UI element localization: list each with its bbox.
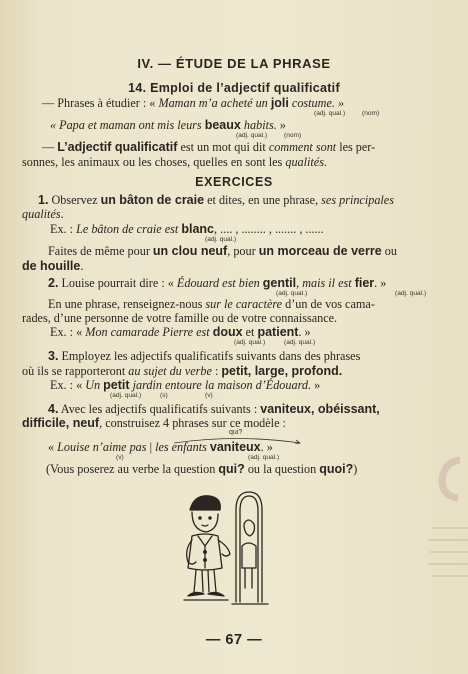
annotation-nom: (nom) bbox=[362, 110, 380, 117]
annotation-adj: (adj. qual.) bbox=[314, 110, 346, 117]
exercise-1-line-5: de houille. bbox=[22, 259, 84, 273]
exercise-3-line-2: où ils se rapporteront au sujet du verbe : petit, large, profond. bbox=[22, 364, 343, 378]
exercise-4-model: « Louise n’aime pas | les enfants vaniteux. » bbox=[48, 440, 273, 454]
exercise-4-line-1: 4. Avec les adjectifs qualificatifs suivants : vaniteux, obéissant, bbox=[48, 402, 380, 416]
annotation-adj: (adj. qual.) bbox=[284, 339, 316, 346]
annotation-adj: (adj. qual.) bbox=[205, 236, 237, 243]
exercise-1-line-1: 1. Observez un bâton de craie et dites, en une phrase, ses principales bbox=[38, 193, 394, 207]
definition-line-2: sonnes, les animaux ou les choses, quelles en sont les qualités. bbox=[22, 155, 327, 169]
exercises-title: EXERCICES bbox=[195, 175, 273, 189]
annotation-qui: qui? bbox=[229, 429, 243, 436]
exercise-3-example: Ex. : « Un petit jardin entoure la maison d’Édouard. » bbox=[50, 378, 321, 392]
exercise-2-line-3: rades, d’une personne de votre famille ou de votre connaissance. bbox=[22, 311, 338, 325]
section-title: IV. — ÉTUDE DE LA PHRASE bbox=[137, 56, 331, 71]
annotation-verb: (v) bbox=[205, 392, 213, 399]
boy-mirror-illustration bbox=[178, 484, 278, 608]
annotation-adj: (adj. qual.) bbox=[248, 454, 280, 461]
exercise-2-line-2: En une phrase, renseignez-nous sur le caractère d’un de vos cama- bbox=[48, 297, 375, 311]
annotation-subject: (s) bbox=[160, 392, 168, 399]
annotation-verb: (v) bbox=[116, 454, 124, 461]
exercise-1-example: Ex. : Le bâton de craie est blanc, .... , ........ , ....... , ...... bbox=[50, 222, 324, 236]
exercise-3-line-1: 3. Employez les adjectifs qualificatifs suivants dans des phrases bbox=[48, 349, 361, 363]
exercise-1-line-2: qualités. bbox=[22, 207, 64, 221]
page-number: — 67 — bbox=[205, 632, 263, 648]
subsection-title: 14. Emploi de l’adjectif qualificatif bbox=[128, 81, 340, 95]
annotation-nom: (nom) bbox=[284, 132, 302, 139]
annotation-adj: (adj. qual.) bbox=[110, 392, 142, 399]
exercise-2-line-1: 2. Louise pourrait dire : « Édouard est bien gentil, mais il est fier. » bbox=[48, 276, 387, 290]
annotation-adj: (adj. qual.) bbox=[276, 290, 308, 297]
exercise-4-question: (Vous poserez au verbe la question qui? ou la question quoi?) bbox=[46, 462, 358, 476]
study-phrase-1: — Phrases à étudier : « Maman m’a acheté un joli costume. » bbox=[42, 96, 345, 110]
annotation-adj: (adj. qual.) bbox=[395, 290, 427, 297]
study-phrase-2: « Papa et maman ont mis leurs beaux habits. » bbox=[50, 118, 286, 132]
exercise-2-example: Ex. : « Mon camarade Pierre est doux et patient. » bbox=[50, 325, 311, 339]
exercise-1-line-4: Faites de même pour un clou neuf, pour un morceau de verre ou bbox=[48, 244, 397, 258]
bleed-through-marks bbox=[426, 448, 468, 598]
definition-line-1: — L’adjectif qualificatif est un mot qui dit comment sont les per- bbox=[42, 140, 376, 154]
exercise-4-line-2: difficile, neuf, construisez 4 phrases sur ce modèle : bbox=[22, 416, 286, 430]
annotation-adj: (adj. qual.) bbox=[234, 339, 266, 346]
annotation-adj: (adj. qual.) bbox=[236, 132, 268, 139]
